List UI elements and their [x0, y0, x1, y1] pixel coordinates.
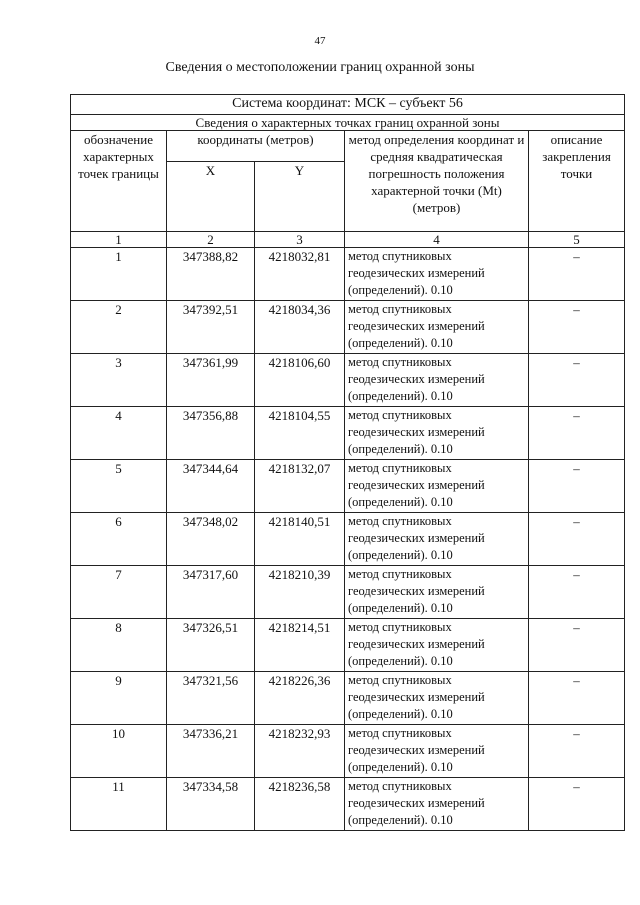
y-coordinate: 4218032,81 [255, 248, 345, 301]
coord-system-header: Система координат: МСК – субъект 56 [71, 95, 625, 115]
x-coordinate: 347336,21 [167, 725, 255, 778]
point-number: 11 [71, 778, 167, 831]
x-coordinate: 347326,51 [167, 619, 255, 672]
point-number: 10 [71, 725, 167, 778]
method-description: метод спутниковых геодезических измерений (определений). 0.10 [345, 725, 529, 778]
column-number: 2 [167, 232, 255, 248]
x-coordinate: 347356,88 [167, 407, 255, 460]
point-number: 3 [71, 354, 167, 407]
point-number: 5 [71, 460, 167, 513]
fixing-description: – [529, 407, 625, 460]
method-description: метод спутниковых геодезических измерений (определений). 0.10 [345, 407, 529, 460]
point-number: 4 [71, 407, 167, 460]
table-body [71, 248, 625, 831]
table-row [71, 354, 625, 407]
point-number: 7 [71, 566, 167, 619]
method-description: метод спутниковых геодезических измерений (определений). 0.10 [345, 354, 529, 407]
x-coordinate: 347392,51 [167, 301, 255, 354]
column-number: 5 [529, 232, 625, 248]
x-coordinate: 347361,99 [167, 354, 255, 407]
y-coordinate: 4218132,07 [255, 460, 345, 513]
column-number: 1 [71, 232, 167, 248]
y-coordinate: 4218214,51 [255, 619, 345, 672]
table-row [71, 248, 625, 301]
boundary-points-table [70, 94, 625, 831]
y-coordinate: 4218034,36 [255, 301, 345, 354]
point-number: 8 [71, 619, 167, 672]
method-description: метод спутниковых геодезических измерений (определений). 0.10 [345, 619, 529, 672]
point-number: 1 [71, 248, 167, 301]
fixing-description: – [529, 725, 625, 778]
y-coordinate: 4218106,60 [255, 354, 345, 407]
y-coordinate: 4218140,51 [255, 513, 345, 566]
header-fixing-description: описание закрепления точки [529, 131, 625, 232]
point-number: 2 [71, 301, 167, 354]
header-coordinates: координаты (метров) [167, 131, 345, 162]
table-row [71, 672, 625, 725]
y-coordinate: 4218226,36 [255, 672, 345, 725]
header-point-designation: обозначение характерных точек границы [71, 131, 167, 232]
table-row [71, 513, 625, 566]
method-description: метод спутниковых геодезических измерений (определений). 0.10 [345, 248, 529, 301]
method-description: метод спутниковых геодезических измерений (определений). 0.10 [345, 778, 529, 831]
document-title: Сведения о местоположении границ охранной зоны [165, 60, 475, 75]
section-title: Сведения о характерных точках границ охранной зоны [71, 115, 625, 131]
column-number: 3 [255, 232, 345, 248]
header-y: Y [255, 162, 345, 232]
fixing-description: – [529, 513, 625, 566]
table-row [71, 778, 625, 831]
table-row [71, 619, 625, 672]
x-coordinate: 347348,02 [167, 513, 255, 566]
table-row [71, 460, 625, 513]
page-number: 47 [314, 35, 326, 47]
fixing-description: – [529, 354, 625, 407]
y-coordinate: 4218236,58 [255, 778, 345, 831]
fixing-description: – [529, 301, 625, 354]
x-coordinate: 347344,64 [167, 460, 255, 513]
table-row [71, 407, 625, 460]
x-coordinate: 347334,58 [167, 778, 255, 831]
y-coordinate: 4218210,39 [255, 566, 345, 619]
x-coordinate: 347388,82 [167, 248, 255, 301]
fixing-description: – [529, 619, 625, 672]
method-description: метод спутниковых геодезических измерений (определений). 0.10 [345, 513, 529, 566]
x-coordinate: 347317,60 [167, 566, 255, 619]
fixing-description: – [529, 778, 625, 831]
point-number: 6 [71, 513, 167, 566]
table-row [71, 566, 625, 619]
point-number: 9 [71, 672, 167, 725]
fixing-description: – [529, 460, 625, 513]
method-description: метод спутниковых геодезических измерений (определений). 0.10 [345, 566, 529, 619]
method-description: метод спутниковых геодезических измерений (определений). 0.10 [345, 460, 529, 513]
method-description: метод спутниковых геодезических измерений (определений). 0.10 [345, 672, 529, 725]
table-row [71, 725, 625, 778]
y-coordinate: 4218232,93 [255, 725, 345, 778]
fixing-description: – [529, 672, 625, 725]
method-description: метод спутниковых геодезических измерений (определений). 0.10 [345, 301, 529, 354]
column-number-row [71, 232, 625, 248]
fixing-description: – [529, 566, 625, 619]
fixing-description: – [529, 248, 625, 301]
y-coordinate: 4218104,55 [255, 407, 345, 460]
x-coordinate: 347321,56 [167, 672, 255, 725]
table-row [71, 301, 625, 354]
header-x: X [167, 162, 255, 232]
column-number: 4 [345, 232, 529, 248]
header-method: метод определения координат и средняя квадратическая погрешность положения характерной точки (Mt) (метров) [345, 131, 529, 232]
